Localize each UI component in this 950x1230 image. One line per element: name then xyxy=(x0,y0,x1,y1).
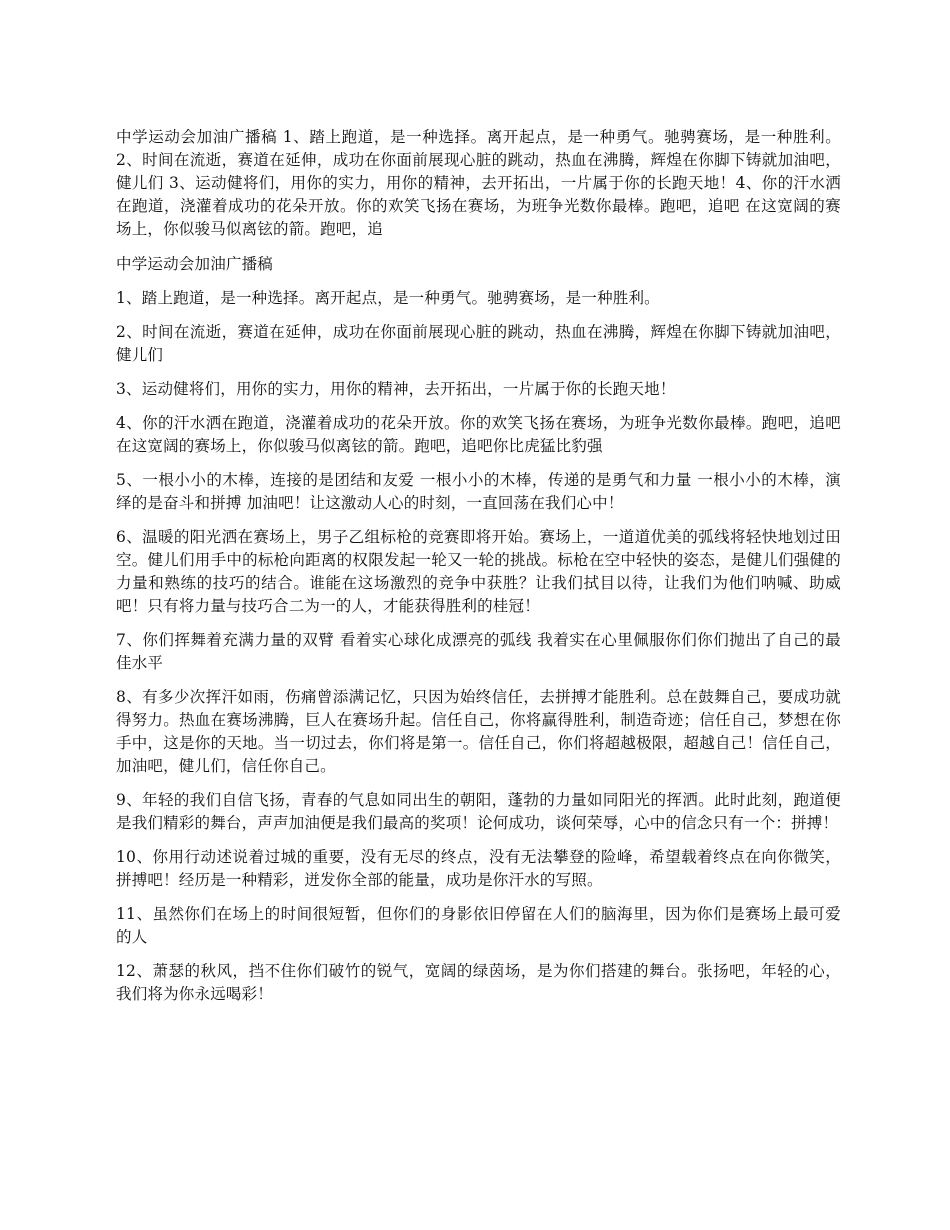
list-item-5: 5、一根小小的木棒，连接的是团结和友爱 一根小小的木棒，传递的是勇气和力量 一根小小的木棒，演绎的是奋斗和拼搏 加油吧！让这激动人心的时刻，一直回荡在我们心中！ xyxy=(116,471,841,512)
list-item-8: 8、有多少次挥汗如雨，伤痛曾添满记忆，只因为始终信任，去拼搏才能胜利。总在鼓舞自己，要成功就得努力。热血在赛场沸腾，巨人在赛场升起。信任自己，你将赢得胜利，制造奇迹；信任自己，梦想在你手中，这是你的天地。当一切过去，你们将是第一。信任自己，你们将超越极限，超越自己！信任自己，加油吧，健儿们，信任你自己。 xyxy=(116,688,841,775)
intro-paragraph: 中学运动会加油广播稿 1、踏上跑道，是一种选择。离开起点，是一种勇气。驰骋赛场，是一种胜利。2、时间在流逝，赛道在延伸，成功在你面前展现心脏的跳动，热血在沸腾，辉煌在你脚下铸就加油吧，健儿们 3、运动健将们，用你的实力，用你的精神，去开拓出，一片属于你的长跑天地！4、你的汗水洒在跑道，浇灌着成功的花朵开放。你的欢笑飞扬在赛场，为班争光数你最棒。跑吧，追吧 在这宽阔的赛场上，你似骏马似离铉的箭。跑吧，追 xyxy=(116,128,841,238)
document-title: 中学运动会加油广播稿 xyxy=(116,255,274,273)
list-item-4: 4、你的汗水洒在跑道，浇灌着成功的花朵开放。你的欢笑飞扬在赛场，为班争光数你最棒。跑吧，追吧 在这宽阔的赛场上，你似骏马似离铉的箭。跑吧，追吧你比虎猛比豹强 xyxy=(116,414,841,455)
list-item-6: 6、温暖的阳光洒在赛场上，男子乙组标枪的竞赛即将开始。赛场上，一道道优美的弧线将轻快地划过田空。健儿们用手中的标枪向距离的权限发起一轮又一轮的挑战。标枪在空中轻快的姿态，是健儿们强健的力量和熟练的技巧的结合。谁能在这场激烈的竞争中获胜？让我们拭目以待，让我们为他们呐喊、助威吧！只有将力量与技巧合二为一的人，才能获得胜利的桂冠！ xyxy=(116,528,841,615)
list-item-9: 9、年轻的我们自信飞扬，青春的气息如同出生的朝阳，蓬勃的力量如同阳光的挥洒。此时此刻，跑道便是我们精彩的舞台，声声加油便是我们最高的奖项！论何成功，谈何荣辱，心中的信念只有一个：拼搏！ xyxy=(116,791,841,832)
document-page xyxy=(116,126,841,1017)
list-item-10: 10、你用行动述说着过城的重要，没有无尽的终点，没有无法攀登的险峰，希望载着终点在向你微笑，拼搏吧！经历是一种精彩，迸发你全部的能量，成功是你汗水的写照。 xyxy=(116,848,841,889)
list-item-11: 11、虽然你们在场上的时间很短暂，但你们的身影依旧停留在人们的脑海里，因为你们是赛场上最可爱的人 xyxy=(116,905,841,946)
list-item-3: 3、运动健将们，用你的实力，用你的精神，去开拓出，一片属于你的长跑天地！ xyxy=(116,380,676,398)
list-item-1: 1、踏上跑道，是一种选择。离开起点，是一种勇气。驰骋赛场，是一种胜利。 xyxy=(116,289,660,307)
list-item-12: 12、萧瑟的秋风，挡不住你们破竹的锐气，宽阔的绿茵场，是为你们搭建的舞台。张扬吧，年轻的心，我们将为你永远喝彩！ xyxy=(116,962,841,1003)
list-item-7: 7、你们挥舞着充满力量的双臂 看着实心球化成漂亮的弧线 我着实在心里佩服你们你们抛出了自己的最佳水平 xyxy=(116,631,841,672)
list-item-2: 2、时间在流逝，赛道在延伸，成功在你面前展现心脏的跳动，热血在沸腾，辉煌在你脚下铸就加油吧，健儿们 xyxy=(116,323,841,364)
